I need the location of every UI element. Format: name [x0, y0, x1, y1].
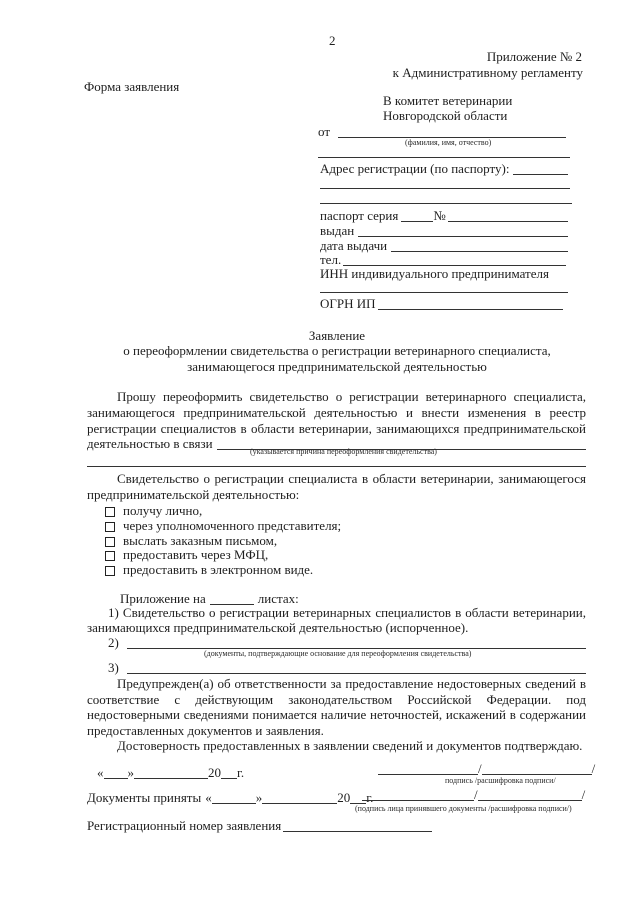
phone-field	[320, 252, 566, 267]
warning-line: предоставленных документов и заявления.	[87, 723, 324, 738]
attachment-item-line: занимающихся предпринимательской деятельностью (испорченное).	[87, 620, 469, 635]
applicant-signature-hint: подпись /расшифровка подписи/	[445, 776, 556, 785]
issued-by-field	[320, 223, 568, 238]
delivery-option-label: получу лично,	[123, 503, 203, 518]
accepted-date-field	[87, 790, 373, 805]
acceptor-signature-hint: (подпись лица принявшего документы /расшифровка подписи/)	[355, 804, 572, 813]
attachment-item-number: 3)	[108, 660, 119, 675]
blank-line	[212, 803, 256, 804]
blank-line	[378, 309, 563, 310]
separator: /	[591, 761, 596, 776]
blank-line	[127, 673, 586, 674]
attachment-item-line: 1) Свидетельство о регистрации ветеринарных специалистов в области ветеринарии,	[108, 605, 586, 620]
blank-line	[87, 466, 586, 467]
accepted-label: Документы приняты	[87, 790, 202, 805]
blank-line	[320, 292, 568, 293]
registration-number-field	[87, 818, 432, 833]
year-prefix: 20	[337, 790, 351, 805]
attachment-item-2	[108, 635, 586, 650]
issue-date-field	[320, 238, 568, 253]
fio-hint: (фамилия, имя, отчество)	[405, 138, 492, 147]
attachment-item-number: 2)	[108, 635, 119, 650]
blank-line	[482, 774, 592, 775]
close-quote: »	[127, 765, 134, 780]
blank-line	[262, 803, 337, 804]
issued-by-label: выдан	[320, 223, 355, 238]
close-quote: »	[255, 790, 263, 805]
blank-line	[320, 203, 572, 204]
warning-line: недостоверными сведениями понимается наличие неточностей, искажений в содержании	[87, 707, 586, 722]
from-label: от	[318, 124, 331, 139]
reason-hint: (указывается причина переоформления свидетельства)	[250, 447, 437, 456]
document-subtitle: занимающегося предпринимательской деятельностью	[187, 359, 487, 374]
attachment-item-hint: (документы, подтверждающие основание для переоформления свидетельства)	[204, 649, 472, 658]
delivery-intro-line: предпринимательской деятельностью:	[87, 487, 300, 502]
addressee-line: Новгородской области	[383, 108, 508, 123]
ogrn-field	[320, 296, 563, 311]
phone-label: тел.	[320, 252, 342, 267]
passport-series-label: паспорт серия	[320, 208, 399, 223]
request-text-line: регистрации специалистов в области ветеринарии, занимающихся предпринимательской	[87, 421, 586, 436]
checkbox	[105, 566, 115, 576]
registration-number-label: Регистрационный номер заявления	[87, 818, 282, 833]
checkbox	[105, 537, 115, 547]
form-label: Форма заявления	[84, 79, 180, 94]
attachments-label-before: Приложение на	[120, 591, 206, 606]
confirmation-line: Достоверность предоставленных в заявлении сведений и документов подтверждаю.	[117, 738, 583, 753]
blank-line	[513, 174, 568, 175]
applicant-date-field	[97, 765, 244, 780]
delivery-option-label: предоставить через МФЦ,	[123, 547, 269, 562]
delivery-option-label: предоставить в электронном виде.	[123, 562, 314, 577]
blank-line	[134, 778, 208, 779]
separator: /	[474, 787, 478, 802]
separator: /	[478, 761, 482, 776]
attachment-item-3	[108, 660, 586, 675]
checkbox	[105, 507, 115, 517]
address-label: Адрес регистрации (по паспорту):	[320, 161, 510, 176]
applicant-name-field	[318, 124, 566, 139]
request-text-line: деятельностью в связи	[87, 436, 213, 451]
ogrn-label: ОГРН ИП	[320, 296, 376, 311]
warning-line: Предупрежден(а) об ответственности за предоставление недостоверных сведений в	[117, 676, 586, 691]
blank-line	[320, 188, 570, 189]
delivery-intro-line: Свидетельство о регистрации специалиста в области ветеринарии, занимающегося	[117, 471, 586, 486]
warning-line: соответствие с действующим законодательством Российской Федерации. под	[87, 692, 586, 707]
blank-line	[104, 778, 128, 779]
checkbox	[105, 551, 115, 561]
open-quote: «	[205, 790, 212, 805]
blank-line	[283, 831, 432, 832]
address-field	[320, 161, 568, 176]
year-suffix: г.	[366, 790, 374, 805]
delivery-option-label: выслать заказным письмом,	[123, 533, 278, 548]
addressee-line: В комитет ветеринарии	[383, 93, 513, 108]
request-text-line: Прошу переоформить свидетельство о регистрации ветеринарного специалиста,	[117, 389, 586, 404]
page-number: 2	[329, 33, 336, 48]
separator: /	[581, 787, 586, 802]
request-text-line: занимающегося предпринимательской деятельностью и внести изменения в реестр	[87, 405, 586, 420]
passport-field	[320, 208, 568, 223]
issue-date-label: дата выдачи	[320, 238, 388, 253]
inn-label: ИНН индивидуального предпринимателя	[320, 266, 549, 281]
blank-line	[378, 774, 478, 775]
blank-line	[362, 800, 474, 801]
appendix-subtitle: к Административному регламенту	[392, 65, 583, 80]
appendix-title: Приложение № 2	[486, 49, 582, 64]
checkbox	[105, 522, 115, 532]
blank-line	[358, 236, 568, 237]
passport-number-label: №	[433, 208, 446, 223]
attachments-label	[120, 591, 299, 606]
acceptor-signature-field	[362, 787, 585, 802]
document-subtitle: о переоформлении свидетельства о регистрации ветеринарного специалиста,	[123, 343, 551, 358]
applicant-signature-field	[378, 761, 595, 776]
blank-line	[401, 221, 433, 222]
year-prefix: 20	[208, 765, 221, 780]
attachments-label-after: листах:	[257, 591, 299, 606]
blank-line	[478, 800, 582, 801]
document-title: Заявление	[308, 328, 366, 343]
blank-line	[448, 221, 568, 222]
open-quote: «	[97, 765, 104, 780]
blank-line	[221, 778, 237, 779]
blank-line	[318, 157, 570, 158]
year-suffix: г.	[237, 765, 245, 780]
delivery-option-label: через уполномоченного представителя;	[123, 518, 342, 533]
